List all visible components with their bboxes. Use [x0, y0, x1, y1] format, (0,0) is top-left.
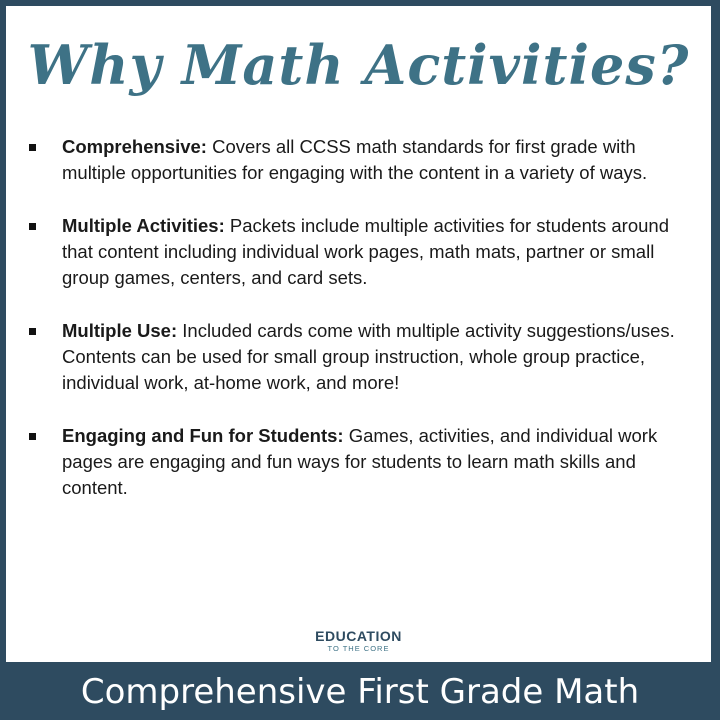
item-term: Comprehensive: [62, 136, 207, 157]
logo-main-text: EDUCATION [315, 628, 402, 644]
feature-list [6, 134, 711, 528]
logo-sub-text: TO THE CORE [327, 644, 390, 653]
content-card [6, 6, 711, 662]
square-bullet-icon [29, 223, 36, 230]
footer-banner: Comprehensive First Grade Math [80, 672, 640, 712]
list-item [6, 134, 711, 186]
list-item [6, 318, 711, 396]
page-title: Why Math Activities? [27, 33, 690, 97]
square-bullet-icon [29, 328, 36, 335]
item-term: Engaging and Fun for Students: [62, 425, 344, 446]
item-text: Included cards come with multiple activity suggestions/uses. Contents can be used for small group instruction, whole group practice, individual work, at-home work, and more! [62, 320, 675, 393]
item-text: Games, activities, and individual work pages are engaging and fun ways for students to learn math skills and content. [62, 425, 658, 498]
item-term: Multiple Activities: [62, 215, 225, 236]
square-bullet-icon [29, 433, 36, 440]
list-item [6, 423, 711, 501]
item-text: Packets include multiple activities for students around that content including individual work pages, math mats, partner or small group games, centers, and card sets. [62, 215, 669, 288]
item-term: Multiple Use: [62, 320, 178, 341]
item-text: Covers all CCSS math standards for first grade with multiple opportunities for engaging with the content in a variety of ways. [62, 136, 648, 183]
brand-logo [6, 628, 711, 653]
square-bullet-icon [29, 144, 36, 151]
list-item [6, 213, 711, 291]
